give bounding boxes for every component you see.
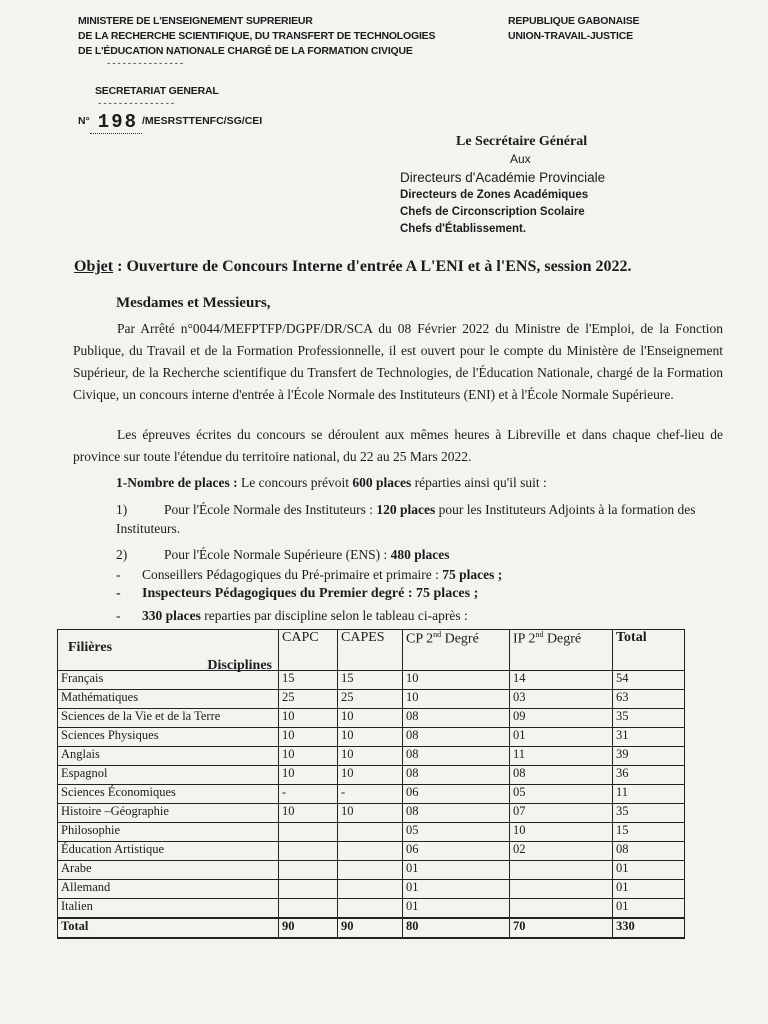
cell-cp: 05 — [403, 823, 510, 842]
ministry-line: DE LA RECHERCHE SCIENTIFIQUE, DU TRANSFERT DE TECHNOLOGIES — [78, 30, 436, 42]
text: 75 places ; — [442, 567, 503, 582]
cell-name: Éducation Artistique — [58, 842, 279, 861]
cell-capc — [279, 899, 338, 919]
cell-ip: 07 — [510, 804, 613, 823]
recipient-line: Directeurs de Zones Académiques — [400, 189, 589, 201]
table-row — [58, 899, 685, 919]
ministry-header — [78, 14, 435, 69]
dash: - — [116, 608, 121, 623]
cell-total: 63 — [613, 690, 685, 709]
cell-capes: 90 — [338, 918, 403, 938]
reference-line — [78, 108, 262, 131]
table-row — [58, 880, 685, 899]
cell-cp: 10 — [403, 671, 510, 690]
places-heading: 1-Nombre de places : — [116, 475, 238, 490]
cell-capes: 10 — [338, 804, 403, 823]
table-row — [58, 842, 685, 861]
recipient-line: Directeurs d'Académie Provinciale — [400, 170, 606, 185]
cell-name: Anglais — [58, 747, 279, 766]
col-cp — [403, 630, 510, 671]
corner-header — [58, 630, 279, 671]
secretariat-title: SECRETARIAT GENERAL — [95, 85, 219, 97]
table-header-row — [58, 630, 685, 671]
disciplines-label: Disciplines — [207, 658, 272, 673]
aux-label: Aux — [510, 152, 531, 166]
places-item-ens — [116, 545, 450, 565]
cell-cp: 08 — [403, 766, 510, 785]
places-sub-disciplines — [116, 606, 468, 626]
sup: nd — [433, 630, 442, 639]
cell-ip: 05 — [510, 785, 613, 804]
cell-capes — [338, 823, 403, 842]
separator: --------------- — [97, 99, 176, 109]
cell-cp: 01 — [403, 880, 510, 899]
text: Degré — [543, 631, 582, 647]
cell-ip — [510, 861, 613, 880]
cell-total: 35 — [613, 709, 685, 728]
text: 330 places — [142, 608, 201, 623]
text: Conseillers Pédagogiques du Pré-primaire et primaire : — [142, 567, 443, 582]
republic-motto: UNION-TRAVAIL-JUSTICE — [508, 30, 633, 42]
ministry-line: DE L'ÉDUCATION NATIONALE CHARGÉ DE LA FORMATION CIVIQUE — [78, 45, 413, 57]
cell-ip — [510, 899, 613, 919]
col-ip — [510, 630, 613, 671]
recipient-line: Chefs d'Établissement. — [400, 223, 527, 235]
dash: - — [116, 567, 121, 582]
paragraph-arrete: Par Arrêté n°0044/MEFPTFP/DGPF/DR/SCA du 08 Février 2022 du Ministre de l'Emploi, de la Fonction Publique, du Travail et de la Formation Professionnelle, il est ouvert pour le compte du Ministère de l'Enseignement Supérieur, de la Recherche scientifique du Transfert de Technologies, de l'Éducation Nationale, chargé de la Formation Civique, un concours interne d'entrée à l'École Normale des Instituteurs (ENI) et à l'École Normale Supérieure. — [73, 321, 723, 402]
places-sub-ip — [116, 584, 478, 604]
ref-number: 198 — [90, 111, 142, 134]
cell-name: Histoire –Géographie — [58, 804, 279, 823]
cell-name: Sciences Économiques — [58, 785, 279, 804]
col-total: Total — [613, 630, 685, 671]
ref-suffix: /MESRSTTENFC/SG/CEI — [142, 115, 263, 127]
cell-capc — [279, 823, 338, 842]
object-line — [74, 258, 631, 276]
text: réparties ainsi qu'il suit : — [411, 475, 547, 490]
table-row — [58, 671, 685, 690]
cell-cp: 06 — [403, 785, 510, 804]
cell-ip: 11 — [510, 747, 613, 766]
dash: - — [116, 586, 121, 601]
cell-ip: 09 — [510, 709, 613, 728]
places-table — [57, 629, 685, 939]
cell-total: 36 — [613, 766, 685, 785]
cell-capc — [279, 861, 338, 880]
table-total-row — [58, 918, 685, 938]
cell-total: 31 — [613, 728, 685, 747]
cell-cp: 01 — [403, 861, 510, 880]
separator: --------------- — [106, 59, 185, 69]
cell-capes: 10 — [338, 766, 403, 785]
cell-name: Espagnol — [58, 766, 279, 785]
filieres-label: Filières — [68, 640, 113, 655]
recipients-block — [400, 133, 605, 238]
cell-total: 39 — [613, 747, 685, 766]
cell-capes — [338, 842, 403, 861]
cell-total: 35 — [613, 804, 685, 823]
sender: Le Secrétaire Général — [456, 134, 588, 149]
cell-total: 54 — [613, 671, 685, 690]
table-row — [58, 747, 685, 766]
table-row — [58, 728, 685, 747]
cell-capes — [338, 880, 403, 899]
republic-header — [508, 14, 639, 44]
cell-total: 01 — [613, 880, 685, 899]
cell-total: 08 — [613, 842, 685, 861]
cell-capc — [279, 880, 338, 899]
cell-cp: 10 — [403, 690, 510, 709]
cell-capc: 10 — [279, 766, 338, 785]
cell-cp: 08 — [403, 747, 510, 766]
text: 600 places — [352, 475, 412, 490]
table-row — [58, 766, 685, 785]
cell-capes: - — [338, 785, 403, 804]
cell-ip: 70 — [510, 918, 613, 938]
cell-name: Sciences de la Vie et de la Terre — [58, 709, 279, 728]
cell-total: 01 — [613, 899, 685, 919]
item-number: 2) — [116, 547, 128, 562]
cell-name: Philosophie — [58, 823, 279, 842]
cell-capc: 10 — [279, 709, 338, 728]
places-item-eni — [116, 500, 726, 538]
cell-capc — [279, 842, 338, 861]
cell-cp: 01 — [403, 899, 510, 919]
cell-name: Sciences Physiques — [58, 728, 279, 747]
cell-name: Italien — [58, 899, 279, 919]
cell-total: 11 — [613, 785, 685, 804]
table-row — [58, 785, 685, 804]
table-row — [58, 804, 685, 823]
text: pour les Instituteurs Adjoints à la formation des Instituteurs. — [116, 502, 696, 536]
cell-total: 01 — [613, 861, 685, 880]
item-number: 1) — [116, 502, 128, 517]
sup: nd — [535, 630, 544, 639]
cell-ip: 14 — [510, 671, 613, 690]
salutation: Mesdames et Messieurs, — [116, 295, 271, 311]
cell-name: Arabe — [58, 861, 279, 880]
cell-capes — [338, 899, 403, 919]
paragraph-epreuves: Les épreuves écrites du concours se déroulent aux mêmes heures à Libreville et dans chaque chef-lieu de province sur toute l'étendue du territoire national, du 22 au 25 Mars 2022. — [73, 427, 723, 464]
cell-ip: 03 — [510, 690, 613, 709]
cell-cp: 06 — [403, 842, 510, 861]
cell-capc: 10 — [279, 804, 338, 823]
ref-prefix: N° — [78, 115, 90, 127]
cell-name: Français — [58, 671, 279, 690]
cell-name: Total — [58, 918, 279, 938]
table-row — [58, 861, 685, 880]
cell-cp: 80 — [403, 918, 510, 938]
text: 120 places — [376, 502, 436, 517]
cell-ip — [510, 880, 613, 899]
object-label: Objet — [74, 258, 114, 275]
col-capes: CAPES — [338, 630, 403, 671]
cell-capc: 25 — [279, 690, 338, 709]
cell-capc: - — [279, 785, 338, 804]
text: Degré — [441, 631, 479, 647]
cell-ip: 01 — [510, 728, 613, 747]
cell-cp: 08 — [403, 709, 510, 728]
cell-cp: 08 — [403, 728, 510, 747]
object-text: : Ouverture de Concours Interne d'entrée A L'ENI et à l'ENS, session 2022. — [113, 258, 632, 275]
cell-name: Mathématiques — [58, 690, 279, 709]
cell-ip: 08 — [510, 766, 613, 785]
text: Pour l'École Normale des Instituteurs : — [164, 502, 377, 517]
cell-capes: 25 — [338, 690, 403, 709]
text: 480 places — [390, 547, 450, 562]
cell-capes: 15 — [338, 671, 403, 690]
cell-name: Allemand — [58, 880, 279, 899]
cell-capes: 10 — [338, 728, 403, 747]
text: IP 2 — [513, 631, 536, 647]
cell-capes — [338, 861, 403, 880]
cell-cp: 08 — [403, 804, 510, 823]
text: Inspecteurs Pédagogiques du Premier degré : 75 places ; — [142, 586, 479, 601]
table-row — [58, 709, 685, 728]
places-sub-cp — [116, 565, 502, 585]
cell-capes: 10 — [338, 709, 403, 728]
cell-capes: 10 — [338, 747, 403, 766]
text: reparties par discipline selon le tableau ci-après : — [200, 608, 468, 623]
cell-total: 330 — [613, 918, 685, 938]
cell-ip: 02 — [510, 842, 613, 861]
cell-total: 15 — [613, 823, 685, 842]
ministry-line: MINISTERE DE L'ENSEIGNEMENT SUPRERIEUR — [78, 15, 313, 27]
places-intro — [116, 473, 547, 493]
cell-capc: 90 — [279, 918, 338, 938]
text: Pour l'École Normale Supérieure (ENS) : — [164, 547, 391, 562]
table-row — [58, 690, 685, 709]
republic-name: REPUBLIQUE GABONAISE — [508, 15, 640, 27]
text: Le concours prévoit — [237, 475, 353, 490]
cell-ip: 10 — [510, 823, 613, 842]
cell-capc: 15 — [279, 671, 338, 690]
secretariat-block — [95, 84, 219, 109]
col-capc: CAPC — [279, 630, 338, 671]
recipient-line: Chefs de Circonscription Scolaire — [400, 206, 585, 218]
table-row — [58, 823, 685, 842]
cell-capc: 10 — [279, 747, 338, 766]
text: CP 2 — [406, 631, 434, 647]
cell-capc: 10 — [279, 728, 338, 747]
